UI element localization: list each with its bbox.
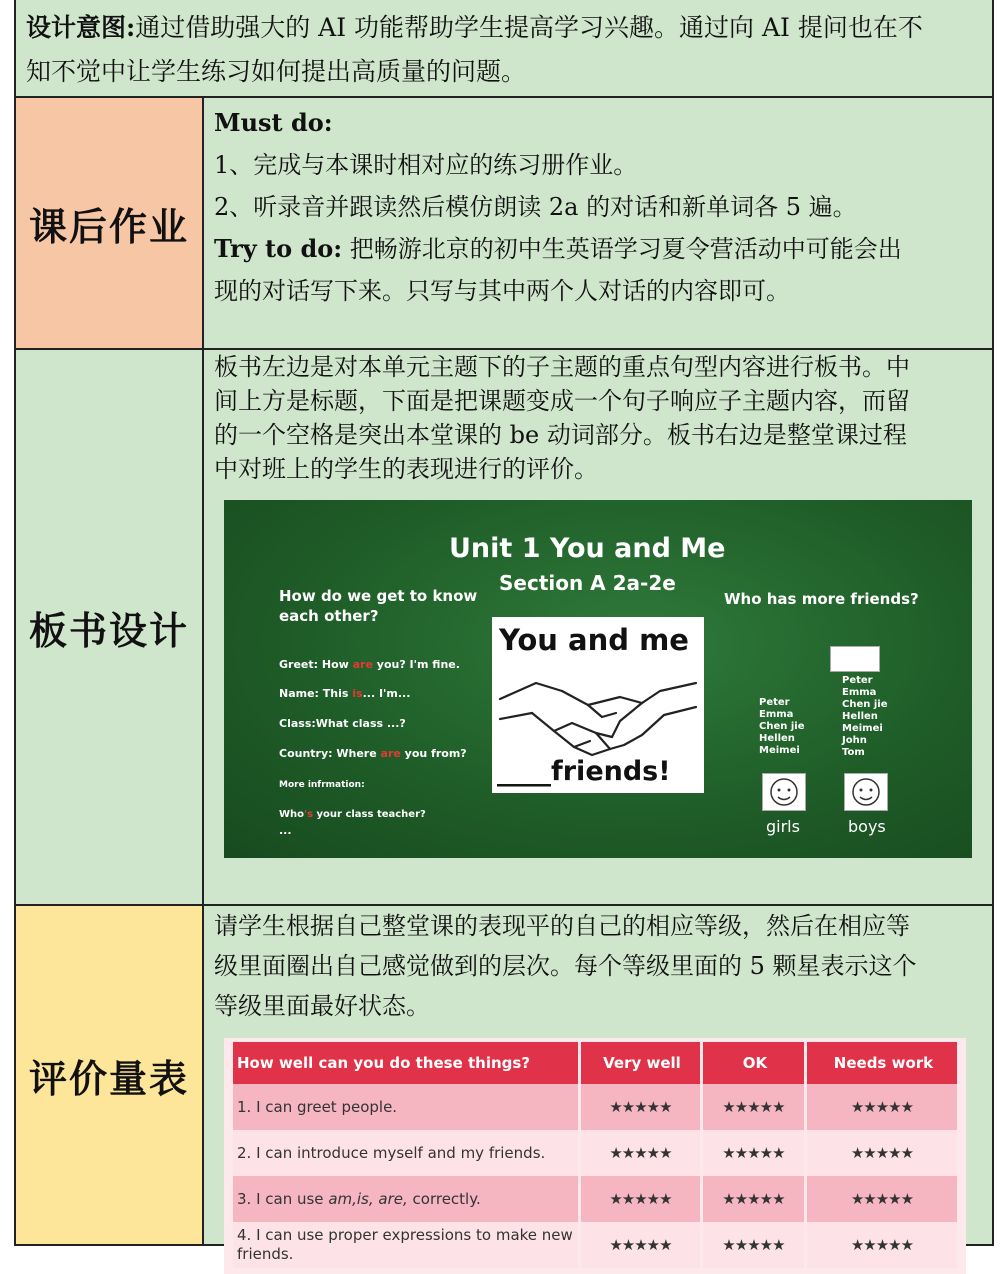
star-rating[interactable]: ★★★★★ xyxy=(807,1222,957,1268)
board-design-row xyxy=(16,350,992,906)
table-row xyxy=(233,1176,957,1222)
board-desc-line-1: 板书左边是对本单元主题下的子主题的重点句型内容进行板书。中 xyxy=(214,353,910,381)
must-do-label: Must do: xyxy=(214,108,333,137)
boys-names: Peter Emma Chen jie Hellen Meimei John Tom xyxy=(842,675,888,758)
board-desc-line-2: 间上方是标题，下面是把课题变成一个句子响应子主题内容，而留 xyxy=(214,387,910,415)
star-rating[interactable]: ★★★★★ xyxy=(703,1130,804,1176)
design-intent-row xyxy=(16,0,992,98)
header-ok: OK xyxy=(703,1042,804,1084)
star-rating[interactable]: ★★★★★ xyxy=(703,1176,804,1222)
homework-item-2: 2、听录音并跟读然后模仿朗读 2a 的对话和新单词各 5 遍。 xyxy=(214,193,857,221)
star-rating[interactable]: ★★★★★ xyxy=(807,1130,957,1176)
header-very-well: Very well xyxy=(581,1042,700,1084)
header-skill: How well can you do these things? xyxy=(233,1042,578,1084)
girl-face-icon xyxy=(762,773,806,811)
star-rating[interactable]: ★★★★★ xyxy=(703,1084,804,1130)
star-rating[interactable]: ★★★★★ xyxy=(581,1222,700,1268)
self-assessment-table xyxy=(224,1038,966,1274)
board-left-question: How do we get to know each other? xyxy=(279,587,478,625)
board-line-ellipsis: ... xyxy=(279,824,292,837)
board-right-question: Who has more friends? xyxy=(724,590,919,608)
skill-cell: 2. I can introduce myself and my friends. xyxy=(233,1130,578,1176)
try-to-do-text-2: 现的对话写下来。只写与其中两个人对话的内容即可。 xyxy=(214,277,790,305)
homework-item-1: 1、完成与本课时相对应的练习册作业。 xyxy=(214,151,638,179)
small-handshake-icon xyxy=(830,646,880,672)
board-desc-line-4: 中对班上的学生的表现进行的评价。 xyxy=(214,455,598,483)
handshake-icon xyxy=(492,661,704,761)
header-needs-work: Needs work xyxy=(807,1042,957,1084)
board-line-greet: Greet: How are you? I'm fine. xyxy=(279,658,460,671)
board-title: Unit 1 You and Me xyxy=(449,533,726,564)
design-intent-text-2: 知不觉中让学生练习如何提出高质量的问题。 xyxy=(26,57,527,86)
star-rating[interactable]: ★★★★★ xyxy=(581,1084,700,1130)
lesson-plan-table xyxy=(14,0,994,1263)
boy-face-icon xyxy=(844,773,888,811)
table-row xyxy=(233,1222,957,1268)
board-line-more: More infrmation: xyxy=(279,780,365,790)
star-rating[interactable]: ★★★★★ xyxy=(807,1084,957,1130)
girls-label: girls xyxy=(766,817,800,836)
board-line-teacher: Who's your class teacher? xyxy=(279,809,426,820)
star-rating[interactable]: ★★★★★ xyxy=(581,1130,700,1176)
table-row xyxy=(233,1130,957,1176)
evaluation-row xyxy=(16,906,992,1263)
you-and-me-card xyxy=(492,617,704,793)
table-header-row xyxy=(233,1042,957,1084)
eval-desc-line-1: 请学生根据自己整堂课的表现平的自己的相应等级，然后在相应等 xyxy=(214,912,910,940)
star-rating[interactable]: ★★★★★ xyxy=(581,1176,700,1222)
table-row xyxy=(233,1084,957,1130)
girls-names: Peter Emma Chen jie Hellen Meimei xyxy=(759,697,805,756)
board-subtitle: Section A 2a-2e xyxy=(499,571,676,595)
boys-label: boys xyxy=(848,817,886,836)
eval-desc-line-2: 级里面圈出自己感觉做到的层次。每个等级里面的 5 颗星表示这个 xyxy=(214,952,917,980)
try-to-do-text-1: 把畅游北京的初中生英语学习夏令营活动中可能会出 xyxy=(349,235,902,263)
try-to-do-label: Try to do: xyxy=(214,234,343,263)
skill-cell: 4. I can use proper expressions to make new friends. xyxy=(233,1222,578,1268)
star-rating[interactable]: ★★★★★ xyxy=(807,1176,957,1222)
board-line-name: Name: This is... I'm... xyxy=(279,687,411,700)
skill-cell: 3. I can use am,is, are, correctly. xyxy=(233,1176,578,1222)
homework-label: 课后作业 xyxy=(16,98,204,348)
board-line-country: Country: Where are you from? xyxy=(279,747,467,760)
eval-desc-line-3: 等级里面最好状态。 xyxy=(214,992,430,1020)
design-intent-text-1: 通过借助强大的 AI 功能帮助学生提高学习兴趣。通过向 AI 提问也在不 xyxy=(135,13,923,42)
board-design-content xyxy=(204,350,992,904)
evaluation-label: 评价量表 xyxy=(16,906,204,1244)
skill-cell: 1. I can greet people. xyxy=(233,1084,578,1130)
star-rating[interactable]: ★★★★★ xyxy=(703,1222,804,1268)
design-intent-label: 设计意图: xyxy=(26,13,136,42)
board-line-class: Class:What class ...? xyxy=(279,717,406,730)
evaluation-content xyxy=(204,906,992,1263)
card-title: You and me xyxy=(499,623,689,657)
card-friends-blank: ____friends! xyxy=(497,756,671,787)
blackboard-image xyxy=(224,500,972,858)
board-design-label: 板书设计 xyxy=(16,350,204,904)
homework-row xyxy=(16,98,992,350)
homework-content xyxy=(204,98,992,348)
board-desc-line-3: 的一个空格是突出本堂课的 be 动词部分。板书右边是整堂课过程 xyxy=(214,421,907,449)
